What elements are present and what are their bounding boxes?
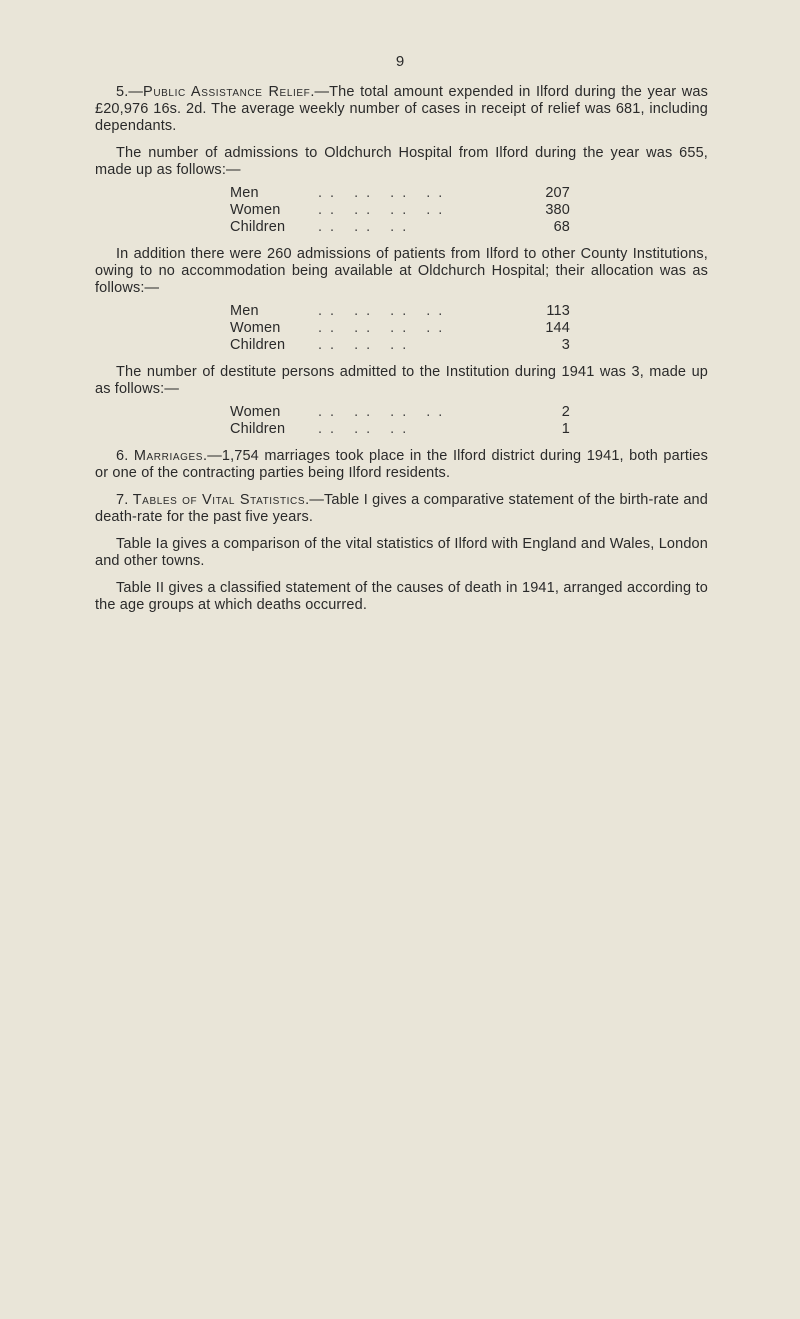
- leader-dots: .. .. .. ..: [318, 202, 451, 218]
- section-7-text: .—Table I gives a comparative statement of the birth-rate and death-rate for the past five years.: [95, 492, 708, 525]
- page-number: 9: [395, 53, 405, 70]
- list-item-value: 144: [545, 320, 570, 336]
- leader-dots: .. .. ..: [318, 421, 415, 437]
- leader-dots: .. .. ..: [318, 337, 415, 353]
- section-6-number: 6.: [116, 448, 129, 464]
- list-item-value: 2: [561, 404, 570, 420]
- leader-dots: .. .. ..: [318, 219, 415, 235]
- leader-dots: .. .. .. ..: [318, 320, 451, 336]
- section-5-heading: Public Assistance Relief: [143, 84, 311, 100]
- section-7-heading: Tables of Vital Statistics: [132, 492, 306, 508]
- leader-dots: .. .. .. ..: [318, 303, 451, 319]
- leader-dots: .. .. .. ..: [318, 185, 451, 201]
- list-item: [230, 320, 570, 337]
- list-item-label: Men: [230, 185, 259, 201]
- list-item: [230, 185, 570, 202]
- oldchurch-admissions-paragraph: The number of admissions to Oldchurch Hospital from Ilford during the year was 655, made up as follows:—: [95, 145, 708, 178]
- list-item-value: 1: [561, 421, 570, 437]
- list-item-value: 3: [561, 337, 570, 353]
- section-6-text: .—1,754 marriages took place in the Ilford district during 1941, both parties or one of the contracting parties being Ilford residents.: [95, 448, 709, 481]
- list-item-label: Children: [230, 337, 286, 353]
- list-item-label: Women: [230, 320, 281, 336]
- list-item-value: 68: [553, 219, 570, 235]
- list-item-value: 207: [545, 185, 570, 201]
- list-item-label: Women: [230, 404, 281, 420]
- section-7-vital-statistics: [95, 492, 708, 526]
- destitute-persons-list: [95, 404, 708, 438]
- destitute-persons-paragraph: The number of destitute persons admitted to the Institution during 1941 was 3, made up as follows:—: [95, 364, 708, 397]
- table-ia-paragraph: Table Ia gives a comparison of the vital statistics of Ilford with England and Wales, London and other towns.: [95, 536, 708, 569]
- list-item-label: Children: [230, 219, 286, 235]
- table-ii-paragraph: Table II gives a classified statement of the causes of death in 1941, arranged according to the age groups at which deaths occurred.: [95, 580, 708, 613]
- oldchurch-admissions-list: [95, 185, 708, 236]
- section-5-text: .—The total amount expended in Ilford during the year was £20,976 16s. 2d. The average weekly number of cases in receipt of relief was 681, including dependants.: [95, 84, 708, 134]
- section-6-marriages: [95, 448, 708, 482]
- list-item-label: Children: [230, 421, 286, 437]
- list-item: [230, 219, 570, 236]
- leader-dots: .. .. .. ..: [318, 404, 451, 420]
- section-5-public-assistance: [95, 84, 708, 135]
- list-item-value: 380: [545, 202, 570, 218]
- other-institutions-paragraph: In addition there were 260 admissions of patients from Ilford to other County Institutions, owing to no accommodation being available at Oldchurch Hospital; their allocation was as follows:—: [95, 246, 708, 296]
- list-item: [230, 421, 570, 438]
- page-content: [95, 84, 708, 614]
- list-item: [230, 303, 570, 320]
- section-6-heading: Marriages: [133, 448, 204, 464]
- list-item-label: Men: [230, 303, 259, 319]
- list-item: [230, 404, 570, 421]
- other-institutions-list: [95, 303, 708, 354]
- list-item-label: Women: [230, 202, 281, 218]
- section-7-number: 7.: [116, 492, 129, 508]
- list-item: [230, 337, 570, 354]
- list-item-value: 113: [546, 303, 570, 319]
- section-5-number: 5.—: [116, 84, 144, 100]
- list-item: [230, 202, 570, 219]
